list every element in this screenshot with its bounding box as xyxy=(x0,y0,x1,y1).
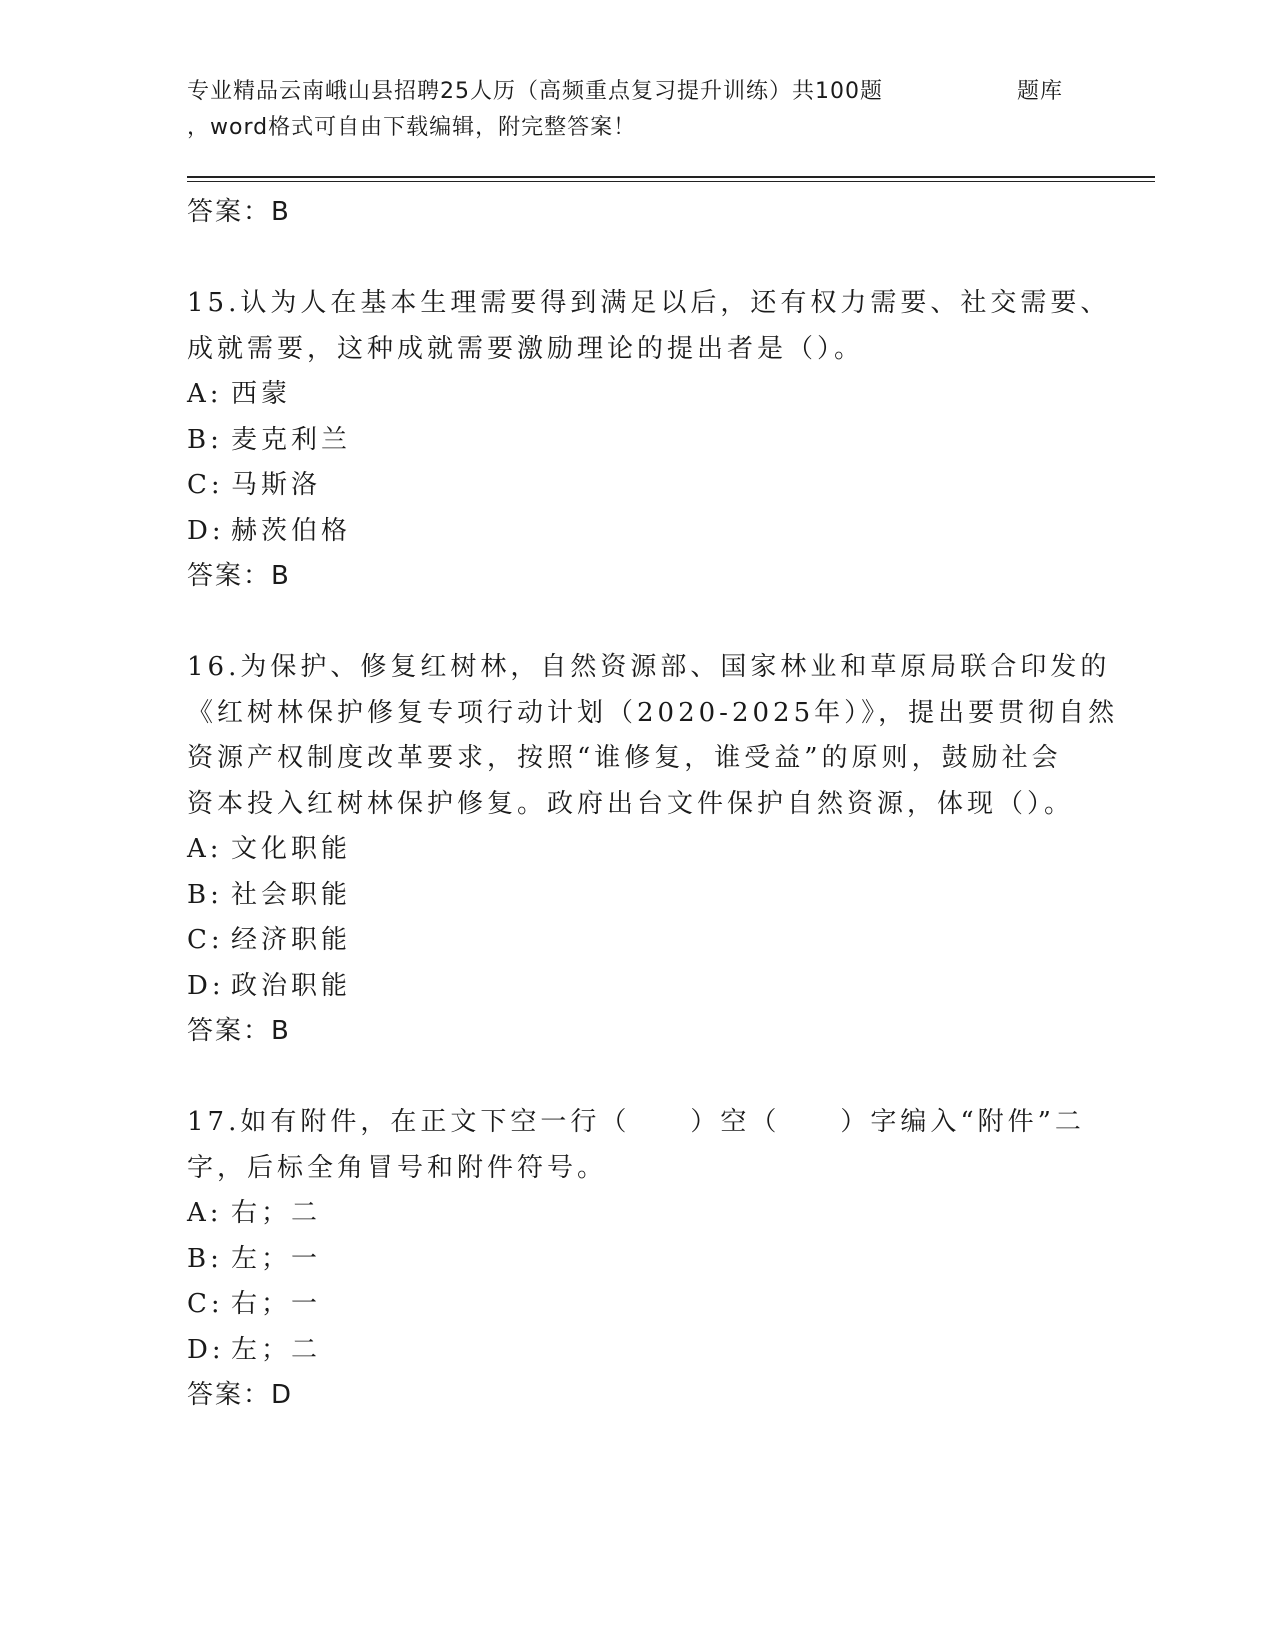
option-letter: D: xyxy=(187,515,225,546)
question-16 xyxy=(187,645,1119,1053)
option-c xyxy=(187,463,1087,509)
question-17 xyxy=(187,1100,1087,1417)
question-line: 《红树林保护修复专项行动计划（2020-2025年）》，提出要贯彻自然 xyxy=(187,697,1119,728)
option-text: 文化职能 xyxy=(231,834,352,864)
header-tag: 题库 xyxy=(1017,79,1064,104)
question-answer: 答案：D xyxy=(187,1380,294,1410)
option-text: 经济职能 xyxy=(231,925,352,955)
option-letter: C: xyxy=(187,925,224,955)
question-stem xyxy=(187,645,1119,827)
option-letter: A: xyxy=(187,834,223,864)
document-title: 专业精品云南峨山县招聘25人历（高频重点复习提升训练）共100题 xyxy=(187,79,883,104)
option-text: 右；二 xyxy=(231,1198,322,1228)
document-body xyxy=(187,190,1119,1417)
header-divider-thin xyxy=(187,181,1155,182)
option-a xyxy=(187,372,1087,418)
document-subtitle: ，word格式可自由下载编辑，附完整答案！ xyxy=(187,115,637,140)
question-line: 17.如有附件，在正文下空一行（ ）空（ ）字编入“附件”二 xyxy=(187,1107,1085,1137)
question-line: 字，后标全角冒号和附件符号。 xyxy=(187,1152,608,1183)
option-a xyxy=(187,827,1087,873)
question-stem xyxy=(187,1100,1087,1191)
option-c xyxy=(187,1282,1087,1328)
option-text: 西蒙 xyxy=(231,379,292,409)
option-letter: D: xyxy=(187,1334,225,1365)
option-text: 社会职能 xyxy=(231,879,352,910)
question-line: 资源产权制度改革要求，按照“谁修复，谁受益”的原则，鼓励社会 xyxy=(187,743,1062,773)
page-header xyxy=(187,74,1087,146)
option-letter: C: xyxy=(187,470,224,500)
question-stem xyxy=(187,281,1111,372)
question-answer: 答案：B xyxy=(187,561,291,591)
option-text: 左；一 xyxy=(231,1243,322,1274)
option-text: 麦克利兰 xyxy=(231,424,352,455)
option-letter: D: xyxy=(187,970,225,1001)
option-text: 政治职能 xyxy=(231,970,352,1001)
option-b xyxy=(187,873,1087,919)
option-d xyxy=(187,1328,1087,1374)
previous-question-answer: 答案：B xyxy=(187,197,291,227)
question-line: 资本投入红树林保护修复。政府出台文件保护自然资源，体现（）。 xyxy=(187,788,1075,819)
option-text: 马斯洛 xyxy=(231,470,322,500)
option-text: 右；一 xyxy=(231,1289,322,1319)
option-d xyxy=(187,964,1087,1010)
option-letter: C: xyxy=(187,1289,224,1319)
option-letter: B: xyxy=(187,424,223,455)
header-divider-thick xyxy=(187,176,1155,178)
option-b xyxy=(187,418,1087,464)
option-a xyxy=(187,1191,1087,1237)
header-line-1 xyxy=(187,74,1087,110)
question-line: 16.为保护、修复红树林，自然资源部、国家林业和草原局联合印发的 xyxy=(187,652,1111,682)
option-text: 赫茨伯格 xyxy=(231,515,352,546)
option-letter: B: xyxy=(187,879,223,910)
option-d xyxy=(187,509,1087,555)
option-b xyxy=(187,1237,1087,1283)
option-letter: A: xyxy=(187,379,223,409)
option-text: 左；二 xyxy=(231,1334,322,1365)
question-15 xyxy=(187,281,1111,598)
question-answer: 答案：B xyxy=(187,1016,291,1046)
question-line: 成就需要，这种成就需要激励理论的提出者是（）。 xyxy=(187,333,865,364)
option-letter: B: xyxy=(187,1243,223,1274)
option-letter: A: xyxy=(187,1198,223,1228)
question-line: 15.认为人在基本生理需要得到满足以后，还有权力需要、社交需要、 xyxy=(187,288,1111,318)
option-c xyxy=(187,918,1087,964)
